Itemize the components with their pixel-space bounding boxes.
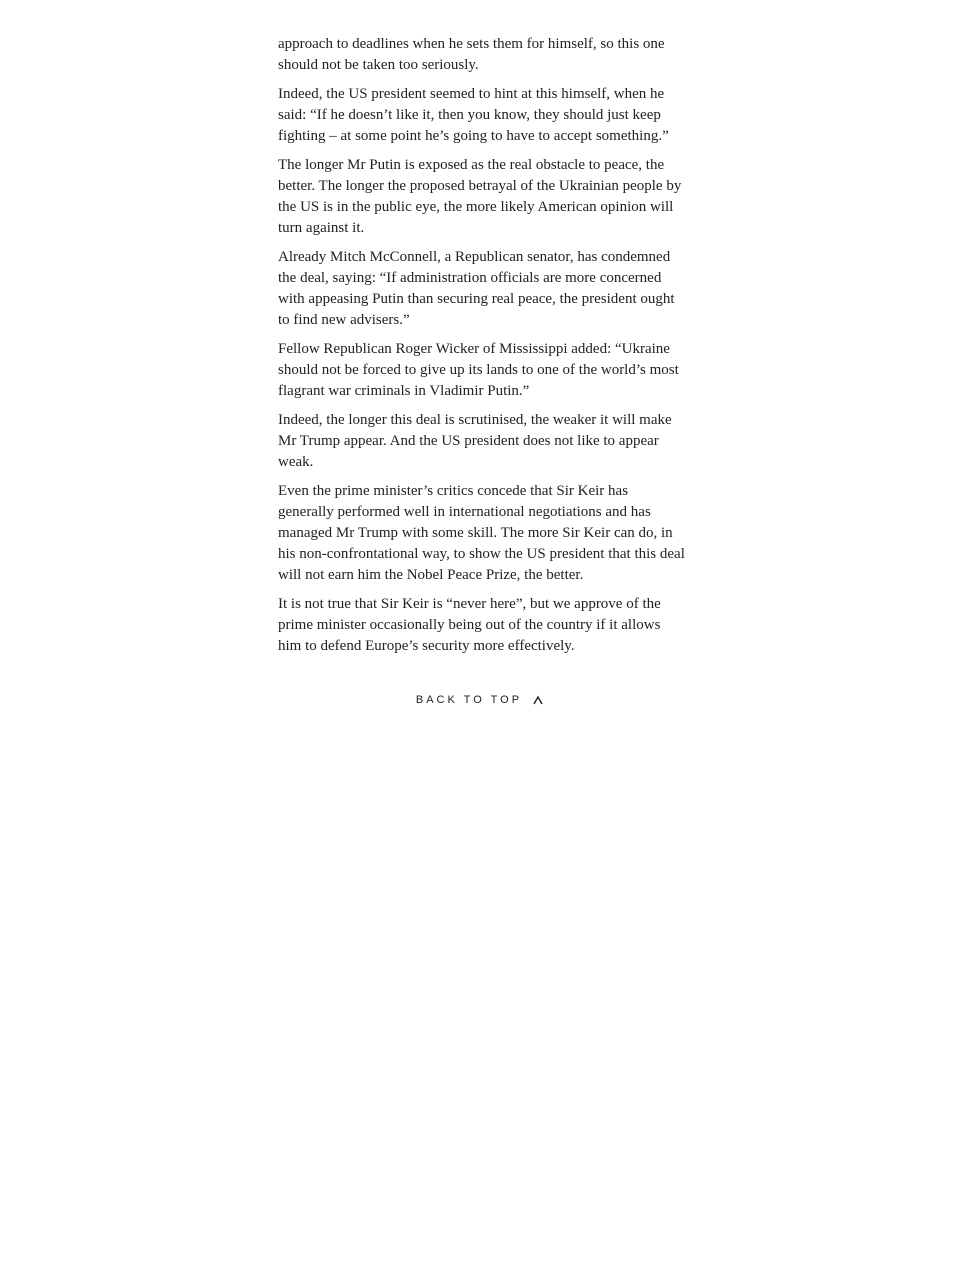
back-to-top-label: BACK TO TOP xyxy=(415,694,523,707)
article-paragraph: Indeed, the US president seemed to hint at this himself, when he said: “If he doesn’t like it, then you know, they should just keep fighting – at some point he’s going to have to accept something.” xyxy=(278,86,669,144)
article-paragraph: It is not true that Sir Keir is “never here”, but we approve of the prime minister occasionally being out of the country if it allows him to defend Europe’s security more effectively. xyxy=(278,596,661,654)
article-paragraph: Fellow Republican Roger Wicker of Mississippi added: “Ukraine should not be forced to give up its lands to one of the world’s most flagrant war criminals in Vladimir Putin.” xyxy=(278,341,679,399)
back-to-top-link[interactable] xyxy=(0,694,960,706)
chevron-up-icon xyxy=(532,695,544,705)
article-paragraph: Indeed, the longer this deal is scrutinised, the weaker it will make Mr Trump appear. And the US president does not like to appear weak. xyxy=(278,412,672,470)
article-paragraph: approach to deadlines when he sets them for himself, so this one should not be taken too seriously. xyxy=(278,36,665,73)
article-body xyxy=(278,34,686,665)
article-paragraph: Even the prime minister’s critics concede that Sir Keir has generally performed well in international negotiations and has managed Mr Trump with some skill. The more Sir Keir can do, in his non-confrontational way, to show the US president that this deal will not earn him the Nobel Peace Prize, the better. xyxy=(278,483,685,583)
article-paragraph: The longer Mr Putin is exposed as the real obstacle to peace, the better. The longer the proposed betrayal of the Ukrainian people by the US is in the public eye, the more likely American opinion will turn against it. xyxy=(278,157,682,236)
article-paragraph: Already Mitch McConnell, a Republican senator, has condemned the deal, saying: “If administration officials are more concerned with appeasing Putin than securing real peace, the president ought to find new advisers.” xyxy=(278,249,675,328)
